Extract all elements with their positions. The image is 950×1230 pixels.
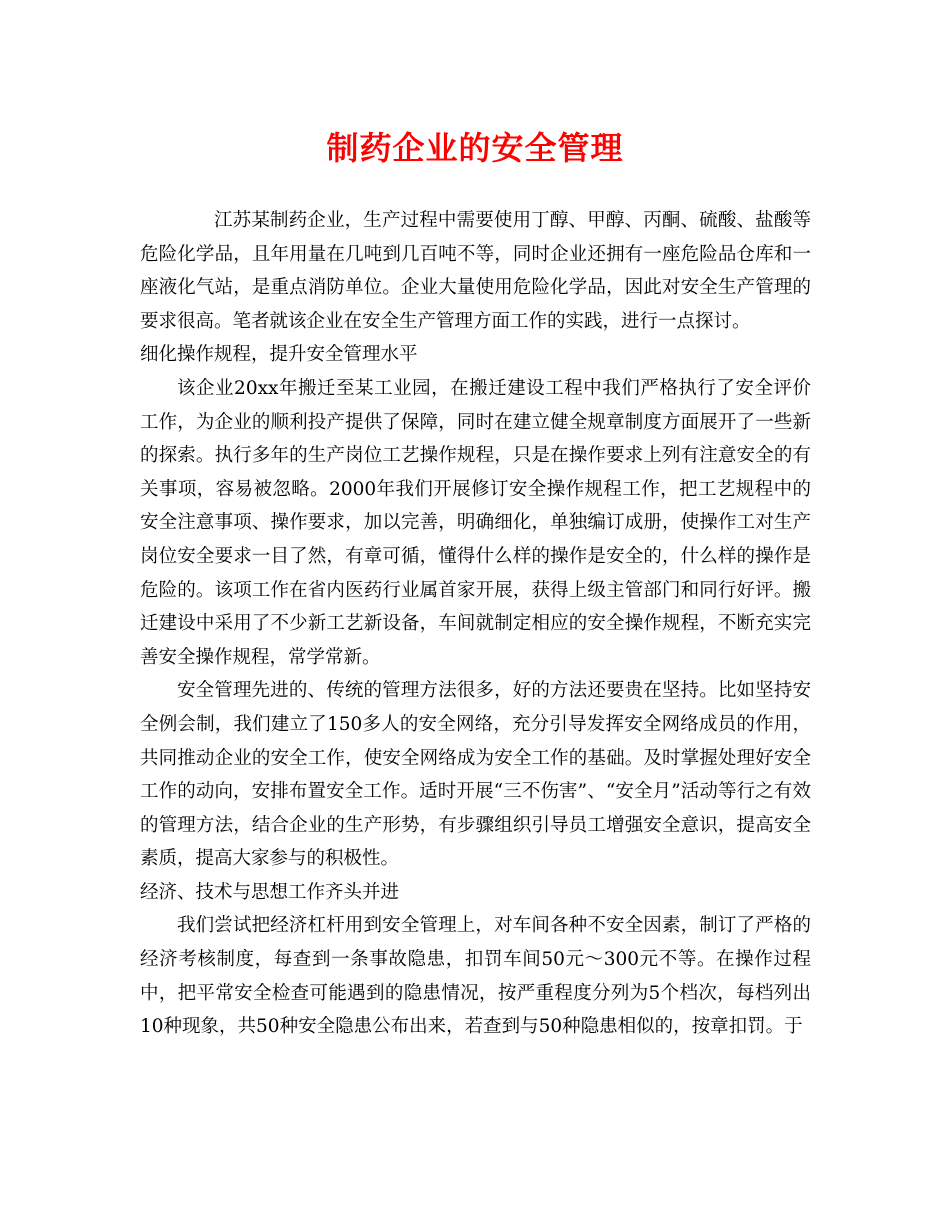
section1-paragraph-1: 该企业20xx年搬迁至某工业园，在搬迁建设工程中我们严格执行了安全评价工作，为企业的顺利投产提供了保障，同时在建立健全规章制度方面展开了一些新的探索。执行多年的生产岗位工艺操作规程，只是在操作要求上列有注意安全的有关事项，容易被忽略。2000年我们开展修订安全操作规程工作，把工艺规程中的安全注意事项、操作要求，加以完善，明确细化，单独编订成册，使操作工对生产岗位安全要求一目了然，有章可循，懂得什么样的操作是安全的，什么样的操作是危险的。该项工作在省内医药行业属首家开展，获得上级主管部门和同行好评。搬迁建设中采用了不少新工艺新设备，车间就制定相应的安全操作规程，不断充实完善安全操作规程，常学常新。 (140, 377, 811, 668)
section2-paragraph-1: 我们尝试把经济杠杆用到安全管理上，对车间各种不安全因素，制订了严格的经济考核制度，每查到一条事故隐患，扣罚车间50元～300元不等。在操作过程中，把平常安全检查可能遇到的隐患情况，按严重程度分列为5个档次，每档列出10种现象，共50种安全隐患公布出来，若查到与50种隐患相似的，按章扣罚。于 (140, 915, 811, 1038)
section1-paragraph-2: 安全管理先进的、传统的管理方法很多，好的方法还要贵在坚持。比如坚持安全例会制，我们建立了150多人的安全网络，充分引导发挥安全网络成员的作用，共同推动企业的安全工作，使安全网络成为安全工作的基础。及时掌握处理好安全工作的动向，安排布置安全工作。适时开展“三不伤害”、“安全月”活动等行之有效的管理方法，结合企业的生产形势，有步骤组织引导员工增强安全意识，提高安全素质，提高大家参与的积极性。 (140, 680, 811, 870)
document-body (140, 204, 811, 1044)
section-heading-2: 经济、技术与思想工作齐头并进 (140, 881, 400, 903)
intro-paragraph: 江苏某制药企业，生产过程中需要使用丁醇、甲醇、丙酮、硫酸、盐酸等危险化学品，且年用量在几吨到几百吨不等，同时企业还拥有一座危险品仓库和一座液化气站，是重点消防单位。企业大量使用危险化学品，因此对安全生产管理的要求很高。笔者就该企业在安全生产管理方面工作的实践，进行一点探讨。 (140, 210, 811, 332)
section-heading-1: 细化操作规程，提升安全管理水平 (140, 344, 418, 366)
document-title: 制药企业的安全管理 (326, 129, 624, 167)
